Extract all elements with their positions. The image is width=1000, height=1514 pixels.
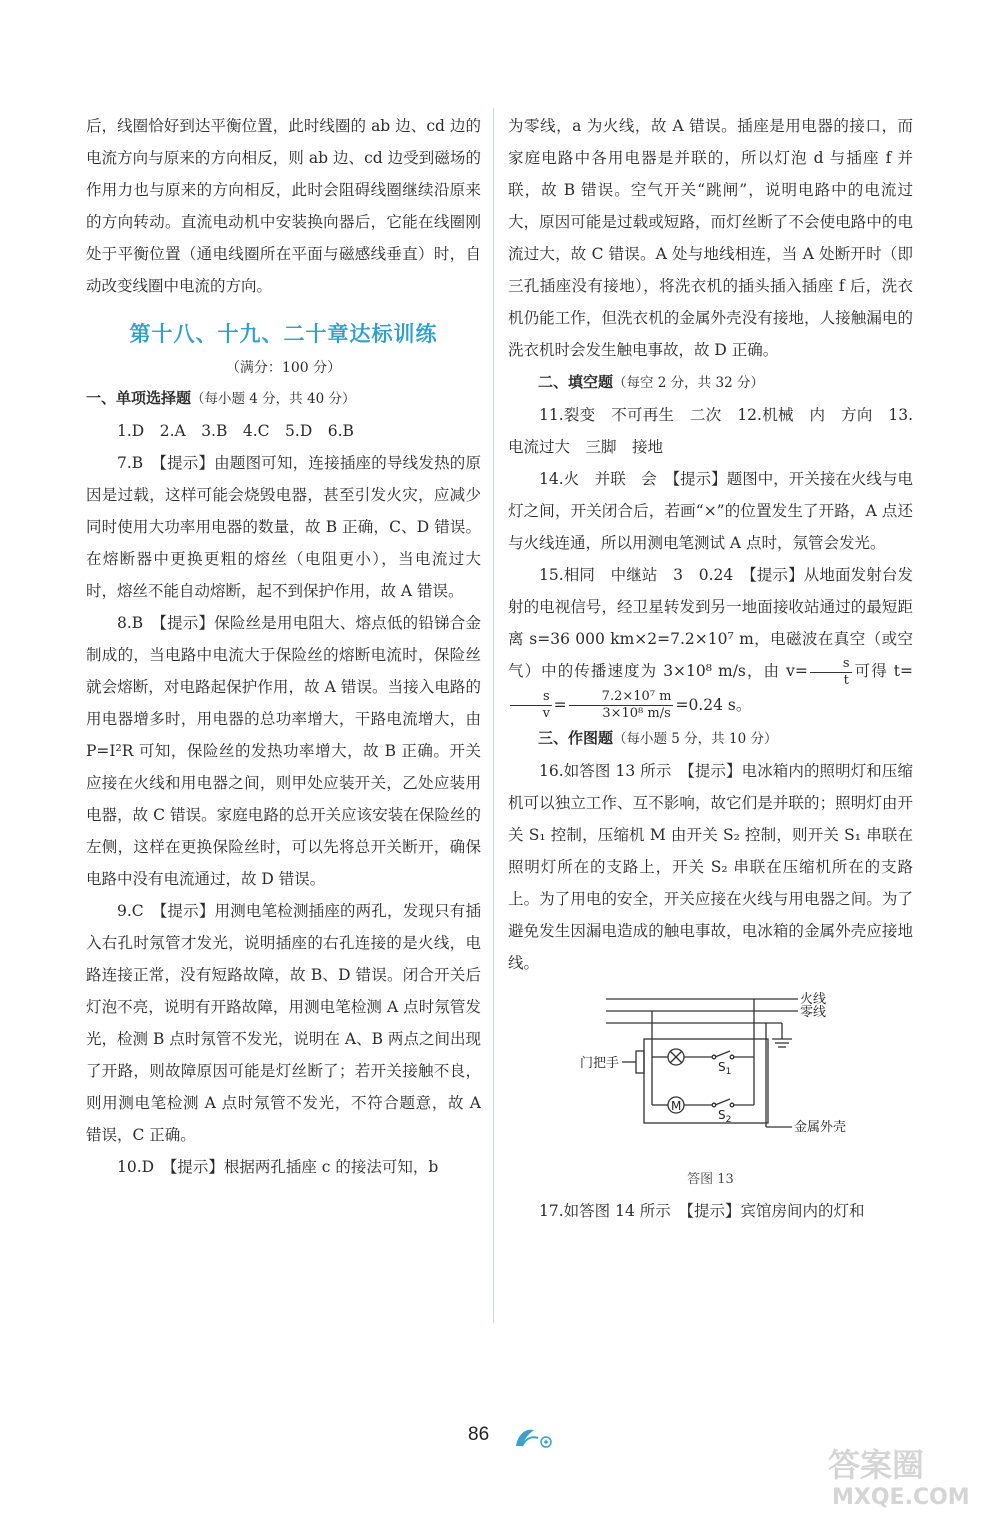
- chapter-title: 第十八、十九、二十章达标训练: [129, 321, 438, 346]
- section-heading-fill: 二、填空题（每空 2 分，共 32 分）: [538, 373, 764, 391]
- fraction-s-over-v: $\frac{s}{v}$: [510, 689, 552, 722]
- switch-s2: [715, 1099, 730, 1105]
- section-heading-choice: 一、单项选择题（每小题 4 分，共 40 分）: [86, 389, 356, 407]
- label-live: 火线: [799, 992, 826, 1007]
- answer-7: 7.B 【提示】由题图可知，连接插座的导线发热的原因是过载，这样可能会烧毁电器，甚至引发火灾，应减少同时使用大功率用电器的数量，故 B 正确，C、D 错误。在熔断器中更换更粗的熔丝（电阻更小），当电流过大时，熔丝不能自动熔断，起不到保护作用，故 A 错误。: [86, 454, 481, 600]
- section-heading-drawing: 三、作图题（每小题 5 分，共 10 分）: [538, 729, 778, 747]
- circuit-diagram: [566, 989, 856, 1165]
- answer-14: 14.火 并联 会 【提示】题图中，开关接在火线与电灯之间，开关闭合后，若画“×”的位置发生了开路，A 点还与火线连通，所以用测电笔测试 A 点时，氖管会发光。: [508, 470, 913, 552]
- fraction-s-over-t: $\frac{s}{t}$: [810, 656, 852, 689]
- answers-11-13: 11.裂变 不可再生 二次 12.机械 内 方向 13.电流过大 三脚 接地: [508, 406, 913, 456]
- svg-text:答案圈: 答案圈: [828, 1446, 925, 1484]
- figure-caption: 答图 13: [687, 1172, 734, 1187]
- label-neutral: 零线: [799, 1005, 826, 1020]
- label-s1: $S_1$: [717, 1060, 731, 1077]
- label-shell: 金属外壳: [793, 1120, 846, 1135]
- label-motor: M: [670, 1099, 681, 1113]
- continuation-paragraph: 后，线圈恰好到达平衡位置，此时线圈的 ab 边、cd 边的电流方向与原来的方向相反，则 ab 边、cd 边受到磁场的作用力也与原来的方向相反，此时会阻碍线圈继续沿原来的方向转动。直流电动机中安装换向器后，它能在线圈刚处于平衡位置（通电线圈所在平面与磁感线垂直）时，自动改变线圈中电流的方向。: [86, 117, 481, 295]
- label-s2: $S_2$: [717, 1108, 731, 1125]
- full-score: （满分：100 分）: [225, 360, 342, 376]
- label-door: 门把手: [579, 1056, 619, 1071]
- right-column: [508, 110, 913, 1227]
- circuit-figure-13: [566, 989, 856, 1165]
- svg-text:MXQE.COM: MXQE.COM: [832, 1485, 970, 1510]
- fridge-shell: [644, 1039, 768, 1123]
- answer-10-continued: 为零线，a 为火线，故 A 错误。插座是用电器的接口，而家庭电路中各用电器是并联的，所以灯泡 d 与插座 f 并联，故 B 错误。空气开关“跳闸”，说明电路中的电流过大，原因可能是过载或短路，而灯丝断了不会使电路中的电流过大，故 C 错误。A 处与地线相连，当 A 处断开时（即三孔插座没有接地），将洗衣机的插头插入插座 f 后，洗衣机仍能工作，但洗衣机的金属外壳没有接地，人接触漏电的洗衣机时会发生触电事故，故 D 正确。: [508, 117, 913, 359]
- door-handle: [636, 1051, 644, 1073]
- fraction-distance-over-speed: $\frac{\text{7.2×10⁷ m}}{\text{3×10⁸ m/s}}$: [569, 689, 674, 722]
- answers-1-6: 1.D 2.A 3.B 4.C 5.D 6.B: [117, 422, 354, 440]
- column-divider: [493, 108, 494, 1323]
- answer-8: 8.B 【提示】保险丝是用电阻大、熔点低的铅锑合金制成的，当电路中电流大于保险丝的熔断电流时，保险丝就会熔断，对电路起保护作用，故 A 错误。当接入电路的用电器增多时，用电器的总功率增大，干路电流增大，由 P=I²R 可知，保险丝的发热功率增大，故 B 正确。开关应接在火线和用电器之间，则甲处应装开关，乙处应装用电器，故 C 错误。家庭电路的总开关应该安装在保险丝的左侧，这样在更换保险丝时，可以先将总开关断开，确保电路中没有电流通过，故 D 错误。: [86, 614, 481, 888]
- page-number: 86: [468, 1424, 490, 1445]
- left-column: [86, 110, 481, 1183]
- answer-16: 16.如答图 13 所示 【提示】电冰箱内的照明灯和压缩机可以独立工作、互不影响，故它们是并联的；照明灯由开关 S₁ 控制，压缩机 M 由开关 S₂ 控制，则开关 S₁ 串联在照明灯所在的支路上，开关 S₂ 串联在压缩机所在的支路上。为了用电的安全，开关应接在火线与用电器之间。为了避免发生因漏电造成的触电事故，电冰箱的金属外壳应接地线。: [508, 762, 913, 972]
- answer-10: 10.D 【提示】根据两孔插座 c 的接法可知，b: [117, 1158, 439, 1176]
- answer-17: 17.如答图 14 所示 【提示】宾馆房间内的灯和: [539, 1202, 865, 1220]
- switch-s1: [715, 1051, 730, 1057]
- answer-15: 15.相同 中继站 3 0.24 【提示】从地面发射台发射的电视信号，经卫星转发到另一地面接收站通过的最短距离 s=36 000 km×2=7.2×10⁷ m，电磁波在真空（或空气）中的传播速度为 3×10⁸ m/s，由 v= $\frac{s}{t}$ 可得 t= $\frac{s}{v}$ = $\frac{\text{7.2×10⁷ m}}{\text{3×10⁸ m/s}}$ =0.24 s。: [508, 566, 913, 721]
- leaf-logo-icon: [512, 1424, 556, 1454]
- answer-9: 9.C 【提示】用测电笔检测插座的两孔，发现只有插入右孔时氖管才发光，说明插座的右孔连接的是火线，电路连接正常，没有短路故障，故 B、D 错误。闭合开关后灯泡不亮，说明有开路故障，用测电笔检测 A 点时氖管发光，检测 B 点时氖管不发光，说明在 A、B 两点之间出现了开路，则故障原因可能是灯丝断了；若开关接触不良，则用测电笔检测 A 点时氖管不发光，不符合题意，故 A 错误，C 正确。: [86, 902, 481, 1144]
- watermark-logo: [820, 1440, 990, 1510]
